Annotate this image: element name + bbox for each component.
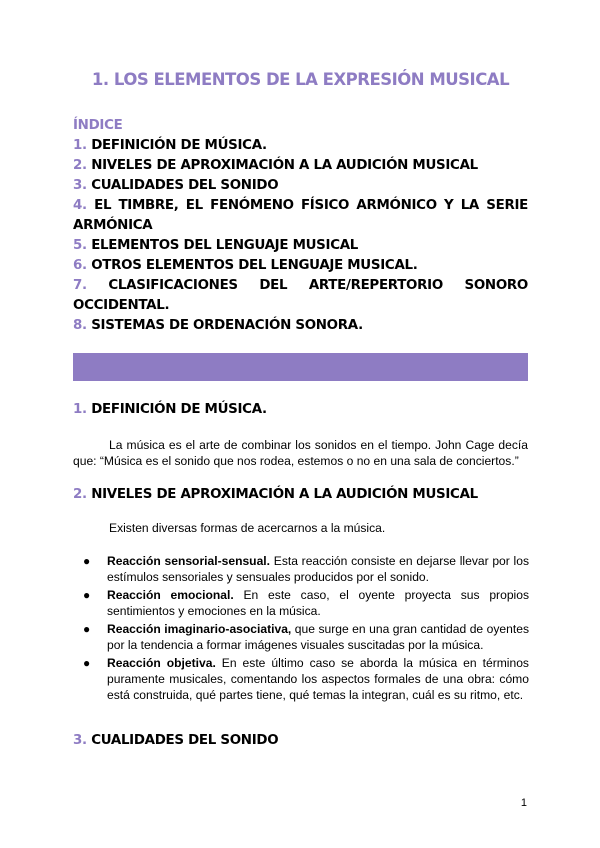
section-heading-niveles <box>73 487 528 502</box>
index-item-number: 2. <box>73 158 87 173</box>
index-item-continuation: OCCIDENTAL. <box>73 298 170 313</box>
bullet-text: En este caso, el oyente proyecta sus propios sentimientos y emociones en la música. <box>107 588 529 618</box>
bullet-lead: Reacción objetiva. <box>107 656 216 670</box>
section-title: CUALIDADES DEL SONIDO <box>91 733 279 748</box>
index-item-label: ELEMENTOS DEL LENGUAJE MUSICAL <box>91 238 359 253</box>
index-item-label: CLASIFICACIONES DEL ARTE/REPERTORIO SONORO <box>108 278 528 293</box>
table-of-contents <box>73 116 528 336</box>
index-item-number: 3. <box>73 178 87 193</box>
bullet-text: que surge en una gran cantidad de oyentes por la tendencia a formar imágenes visuales suscitadas por la música. <box>107 622 529 652</box>
bullet-lead: Reacción sensorial-sensual. <box>107 554 271 568</box>
section-title: NIVELES DE APROXIMACIÓN A LA AUDICIÓN MUSICAL <box>91 487 478 502</box>
section-number: 3. <box>73 733 87 748</box>
index-item <box>73 196 528 216</box>
index-item-label: OTROS ELEMENTOS DEL LENGUAJE MUSICAL. <box>91 258 418 273</box>
bullet-icon: ● <box>83 622 91 636</box>
index-item-continuation: ARMÓNICA <box>73 218 153 233</box>
niveles-intro-paragraph: Existen diversas formas de acercarnos a la música. <box>109 521 386 535</box>
section-number: 1. <box>73 402 87 417</box>
index-item <box>73 236 528 256</box>
index-item-number: 1. <box>73 138 87 153</box>
index-item-number: 4. <box>73 198 87 213</box>
section-heading-definicion <box>73 402 528 417</box>
index-item-label: NIVELES DE APROXIMACIÓN A LA AUDICIÓN MUSICAL <box>91 158 478 173</box>
bullet-text: En este último caso se aborda la música en términos puramente musicales, comentando los aspectos formales de una obra: cómo está construida, qué partes tiene, qué temas la integran, cuál es su ritmo, etc. <box>107 656 529 702</box>
index-heading: ÍNDICE <box>73 118 123 133</box>
bullet-lead: Reacción emocional. <box>107 588 234 602</box>
index-item-number: 6. <box>73 258 87 273</box>
index-item <box>73 156 528 176</box>
index-item-number: 7. <box>73 278 87 293</box>
bullet-icon: ● <box>83 554 91 568</box>
index-item-label: SISTEMAS DE ORDENACIÓN SONORA. <box>91 318 363 333</box>
page-number: 1 <box>520 797 527 809</box>
bullet-icon: ● <box>83 656 91 670</box>
section-heading-cualidades <box>73 733 528 748</box>
definition-paragraph: La música es el arte de combinar los sonidos en el tiempo. John Cage decía que: “Música es el sonido que nos rodea, estemos o no en una sala de conciertos.” <box>73 438 528 468</box>
section-title: DEFINICIÓN DE MÚSICA. <box>91 402 267 417</box>
reaction-bullet-list <box>83 553 529 705</box>
bullet-icon: ● <box>83 588 91 602</box>
index-item <box>73 176 528 196</box>
page-title: 1. LOS ELEMENTOS DE LA EXPRESIÓN MUSICAL <box>91 70 510 89</box>
section-number: 2. <box>73 487 87 502</box>
bullet-text: Esta reacción consiste en dejarse llevar por los estímulos sensoriales y sensuales producidos por el sonido. <box>107 554 529 584</box>
list-item <box>83 553 529 585</box>
index-item <box>73 276 528 296</box>
index-item-number: 8. <box>73 318 87 333</box>
index-item <box>73 316 528 336</box>
list-item <box>83 587 529 619</box>
index-item-label: EL TIMBRE, EL FENÓMENO FÍSICO ARMÓNICO Y LA SERIE <box>94 198 528 213</box>
index-item <box>73 256 528 276</box>
index-item <box>73 136 528 156</box>
index-item-number: 5. <box>73 238 87 253</box>
list-item <box>83 655 529 703</box>
list-item <box>83 621 529 653</box>
index-item-label: DEFINICIÓN DE MÚSICA. <box>91 138 267 153</box>
bullet-lead: Reacción imaginario-asociativa, <box>107 622 292 636</box>
section-divider-band <box>73 353 528 381</box>
index-item-label: CUALIDADES DEL SONIDO <box>91 178 279 193</box>
